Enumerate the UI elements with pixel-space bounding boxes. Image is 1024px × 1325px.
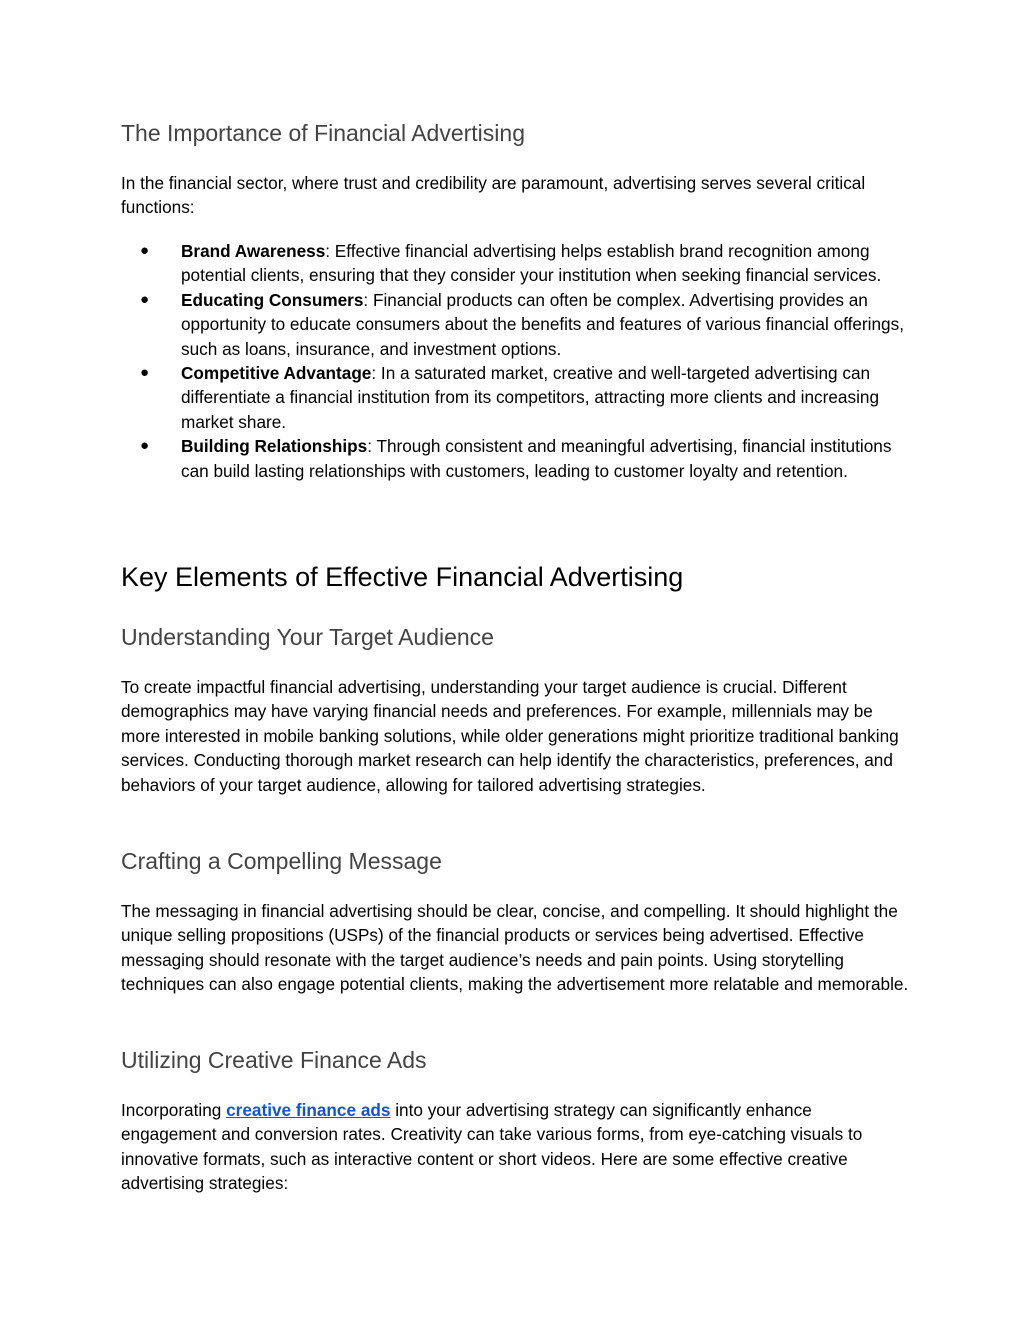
section-heading-target-audience: Understanding Your Target Audience bbox=[121, 624, 494, 650]
target-audience-paragraph: To create impactful financial advertising, understanding your target audience is crucial. Different demographics may have varying financial needs and preferences. For example, millennials may be more interested in mobile banking solutions, while older generations might prioritize traditional banking services. Conducting thorough market research can help identify the characteristics, preferences, and behaviors of your target audience, allowing for tailored advertising strategies. bbox=[121, 677, 899, 795]
bullet-term: Brand Awareness bbox=[181, 241, 326, 261]
section-heading-key-elements: Key Elements of Effective Financial Advertising bbox=[121, 562, 684, 592]
bullet-text: : Financial products can often be complex. Advertising provides an opportunity to educate consumers about the benefits and features of various financial offerings, such as loans, insurance, and investment options. bbox=[181, 289, 904, 359]
creative-ads-paragraph bbox=[121, 1098, 911, 1196]
compelling-message-paragraph: The messaging in financial advertising should be clear, concise, and compelling. It should highlight the unique selling propositions (USPs) of the financial products or services being advertised. Effective messaging should resonate with the target audience’s needs and pain points. Using storytelling techniques can also engage potential clients, making the advertisement more relatable and memorable. bbox=[121, 901, 909, 995]
list-item bbox=[121, 434, 911, 483]
bullet-text: : Through consistent and meaningful advertising, financial institutions can build lasting relationships with customers, leading to customer loyalty and retention. bbox=[181, 436, 892, 481]
bullet-term: Educating Consumers bbox=[181, 289, 364, 310]
list-item bbox=[121, 361, 911, 434]
functions-bullet-list bbox=[121, 239, 911, 483]
list-item bbox=[121, 288, 911, 361]
creative-finance-ads-link[interactable]: creative finance ads bbox=[226, 1100, 391, 1120]
bullet-icon: ● bbox=[140, 364, 150, 382]
section-heading-importance: The Importance of Financial Advertising bbox=[121, 120, 525, 146]
section-heading-creative-ads: Utilizing Creative Finance Ads bbox=[121, 1047, 427, 1073]
intro-paragraph: In the financial sector, where trust and credibility are paramount, advertising serves several critical functions: bbox=[121, 173, 866, 218]
bullet-text: : Effective financial advertising helps establish brand recognition among potential clients, ensuring that they consider your institution when seeking financial services. bbox=[181, 241, 882, 286]
bullet-icon: ● bbox=[140, 242, 150, 259]
bullet-term: Competitive Advantage bbox=[181, 363, 372, 384]
bullet-icon: ● bbox=[140, 437, 150, 455]
creative-ads-text-before: Incorporating bbox=[121, 1100, 227, 1120]
bullet-icon: ● bbox=[140, 290, 150, 308]
section-heading-compelling-message: Crafting a Compelling Message bbox=[121, 848, 442, 874]
bullet-text: : In a saturated market, creative and well-targeted advertising can differentiate a financial institution from its competitors, attracting more clients and increasing market share. bbox=[181, 363, 880, 432]
creative-ads-text-after: into your advertising strategy can significantly enhance engagement and conversion rates. Creativity can take various forms, from eye-catching visuals to innovative formats, such as interactive content or short videos. Here are some effective creative advertising strategies: bbox=[121, 1100, 863, 1194]
bullet-term: Building Relationships bbox=[181, 436, 368, 457]
list-item bbox=[121, 239, 911, 288]
